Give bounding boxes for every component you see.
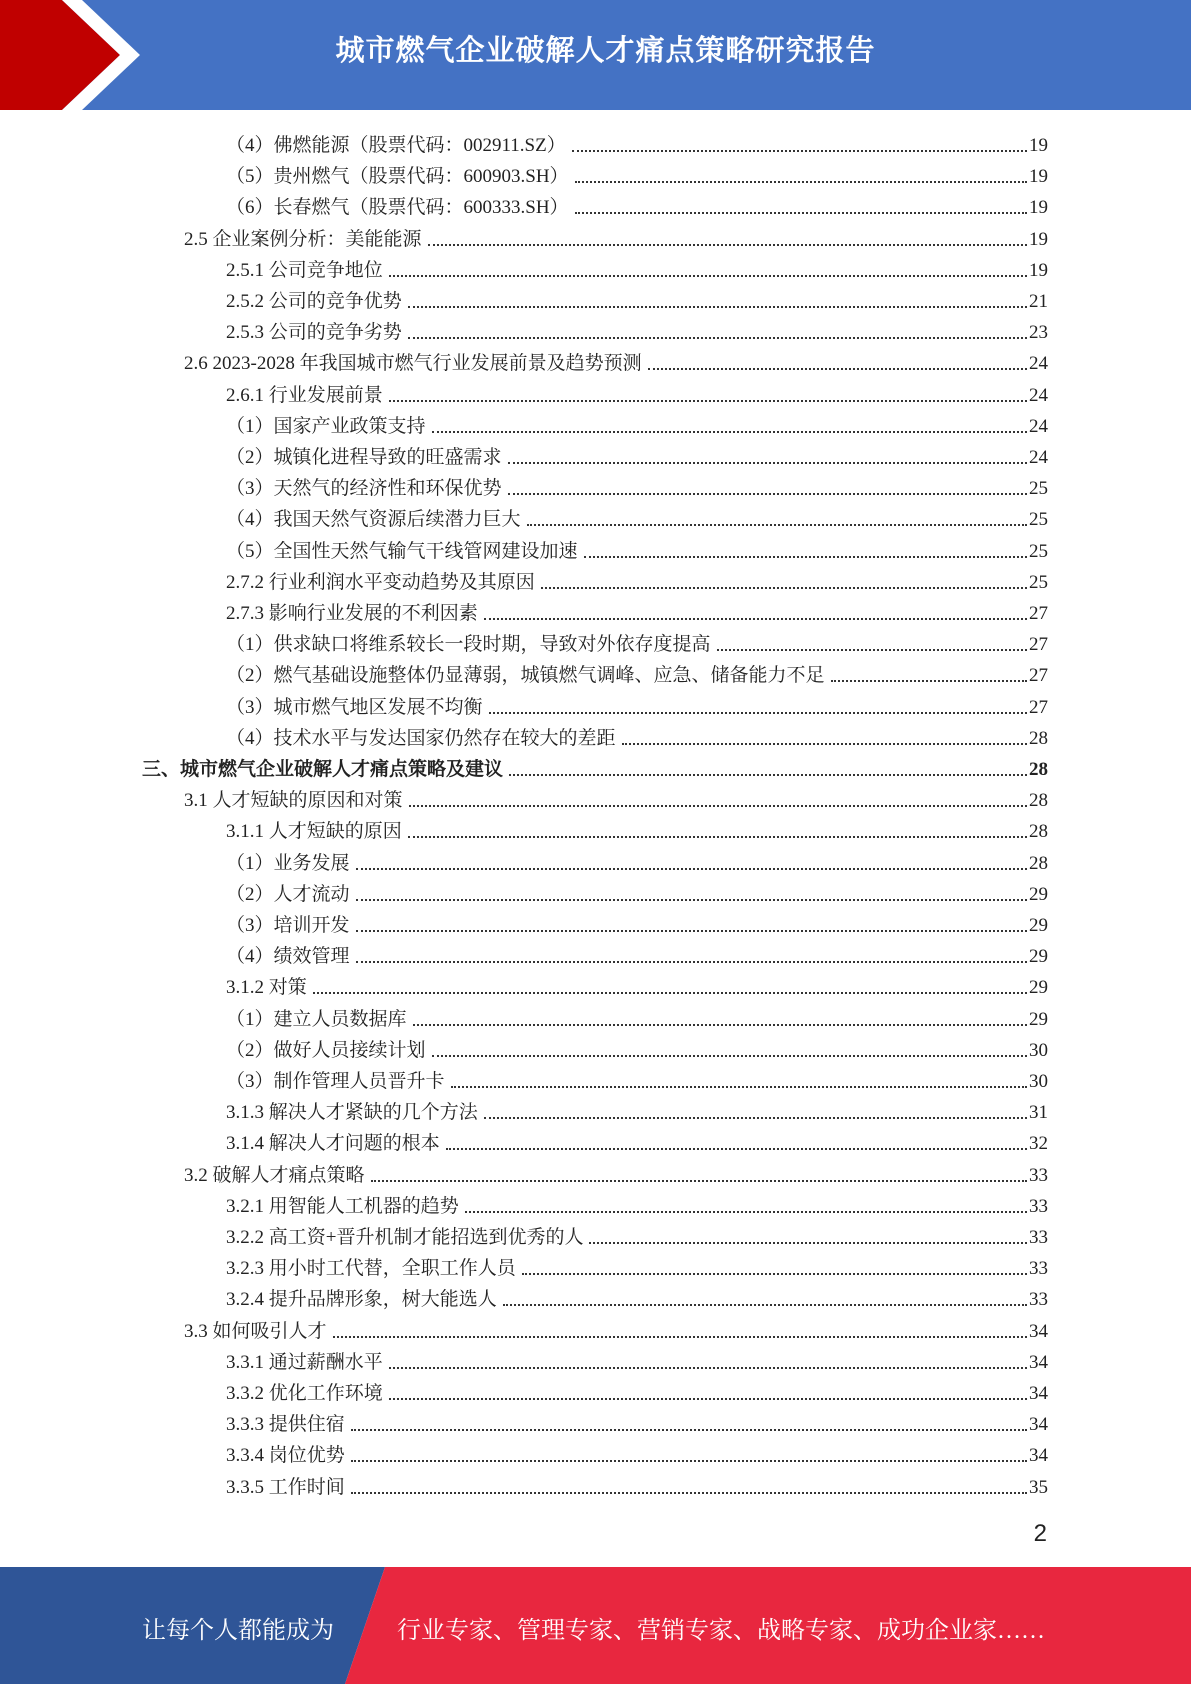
toc-entry[interactable] bbox=[184, 782, 1048, 813]
toc-dot-leader bbox=[351, 1459, 1027, 1462]
toc-entry-page: 34 bbox=[1029, 1320, 1048, 1342]
toc-entry-label: 3.3.1 通过薪酬水平 bbox=[226, 1351, 383, 1373]
toc-entry[interactable] bbox=[226, 1344, 1048, 1375]
toc-entry-page: 19 bbox=[1029, 197, 1048, 219]
toc-entry[interactable] bbox=[226, 720, 1048, 751]
toc-dot-leader bbox=[622, 742, 1027, 745]
toc-entry[interactable] bbox=[184, 1157, 1048, 1188]
toc-entry-label: （3）制作管理人员晋升卡 bbox=[226, 1071, 445, 1092]
toc-entry-page: 29 bbox=[1029, 1008, 1048, 1030]
toc-entry-page: 25 bbox=[1029, 540, 1048, 562]
toc-entry[interactable] bbox=[226, 1406, 1048, 1437]
toc-dot-leader bbox=[541, 586, 1027, 589]
toc-entry-label: （2）人才流动 bbox=[226, 883, 350, 905]
toc-dot-leader bbox=[509, 773, 1027, 776]
toc-entry-label: 3.1.1 人才短缺的原因 bbox=[226, 821, 402, 843]
toc-entry-page: 24 bbox=[1029, 384, 1048, 406]
toc-entry[interactable] bbox=[226, 1219, 1048, 1250]
toc-entry-label: 3.2.3 用小时工代替，全职工作人员 bbox=[226, 1258, 516, 1280]
toc-dot-leader bbox=[648, 367, 1027, 370]
toc-dot-leader bbox=[333, 1335, 1027, 1338]
toc-entry-label: （1）业务发展 bbox=[226, 852, 350, 874]
toc-entry-page: 27 bbox=[1029, 665, 1048, 687]
toc-dot-leader bbox=[356, 960, 1027, 963]
toc-entry-label: 三、城市燃气企业破解人才痛点策略及建议 bbox=[142, 759, 504, 780]
toc-entry-page: 28 bbox=[1029, 727, 1048, 749]
toc-entry-page: 28 bbox=[1029, 759, 1048, 780]
toc-entry-label: （4）佛燃能源（股票代码：002911.SZ） bbox=[226, 135, 566, 156]
toc-dot-leader bbox=[389, 399, 1027, 402]
toc-entry-label: （3）培训开发 bbox=[226, 915, 350, 936]
toc-dot-leader bbox=[409, 804, 1027, 807]
toc-dot-leader bbox=[508, 492, 1027, 495]
toc-entry-page: 19 bbox=[1029, 166, 1048, 188]
toc-dot-leader bbox=[313, 991, 1027, 994]
footer-slogan-left: 让每个人都能成为 bbox=[142, 1618, 334, 1644]
toc-entry-page: 19 bbox=[1029, 228, 1048, 250]
toc-entry[interactable] bbox=[142, 751, 1048, 782]
toc-entry[interactable] bbox=[226, 938, 1048, 969]
toc-dot-leader bbox=[351, 1428, 1027, 1431]
toc-entry[interactable] bbox=[226, 377, 1048, 408]
toc-entry-page: 30 bbox=[1029, 1039, 1048, 1061]
toc-entry-label: 3.3.4 岗位优势 bbox=[226, 1445, 345, 1467]
toc-entry[interactable] bbox=[226, 533, 1048, 564]
toc-entry[interactable] bbox=[226, 283, 1048, 314]
toc-dot-leader bbox=[503, 1303, 1027, 1306]
toc-entry-label: 3.3 如何吸引人才 bbox=[184, 1320, 327, 1342]
toc-entry-page: 19 bbox=[1029, 259, 1048, 281]
toc-entry-page: 34 bbox=[1029, 1351, 1048, 1373]
toc-entry-page: 31 bbox=[1029, 1102, 1048, 1124]
toc-entry-page: 34 bbox=[1029, 1414, 1048, 1436]
toc-entry-page: 29 bbox=[1029, 883, 1048, 905]
toc-entry-page: 27 bbox=[1029, 603, 1048, 624]
toc-entry[interactable] bbox=[226, 1250, 1048, 1281]
toc-entry[interactable] bbox=[226, 189, 1048, 220]
toc-entry-label: 3.3.3 提供住宿 bbox=[226, 1414, 345, 1436]
toc-entry-label: （4）我国天然气资源后续潜力巨大 bbox=[226, 509, 521, 531]
toc-entry-page: 25 bbox=[1029, 509, 1048, 531]
toc-entry[interactable] bbox=[226, 1437, 1048, 1468]
toc-entry-label: 2.5 企业案例分析：美能能源 bbox=[184, 228, 422, 250]
toc-entry[interactable] bbox=[226, 907, 1048, 938]
toc-entry-page: 33 bbox=[1029, 1164, 1048, 1186]
toc-entry-label: （2）燃气基础设施整体仍显薄弱，城镇燃气调峰、应急、储备能力不足 bbox=[226, 665, 825, 687]
toc-entry-page: 21 bbox=[1029, 291, 1048, 312]
toc-entry-label: （2）城镇化进程导致的旺盛需求 bbox=[226, 447, 502, 468]
toc-entry[interactable] bbox=[226, 845, 1048, 876]
toc-dot-leader bbox=[446, 1147, 1027, 1150]
toc-dot-leader bbox=[484, 617, 1027, 620]
toc-dot-leader bbox=[522, 1272, 1027, 1275]
toc-entry-page: 24 bbox=[1029, 415, 1048, 437]
toc-entry-label: 3.2.2 高工资+晋升机制才能招选到优秀的人 bbox=[226, 1227, 584, 1248]
toc-dot-leader bbox=[351, 1491, 1027, 1494]
toc-entry[interactable] bbox=[226, 1188, 1048, 1219]
toc-entry[interactable] bbox=[226, 314, 1048, 345]
toc-entry-label: （1）国家产业政策支持 bbox=[226, 415, 426, 437]
toc-entry[interactable] bbox=[226, 252, 1048, 283]
toc-entry-label: 3.2.1 用智能人工机器的趋势 bbox=[226, 1195, 459, 1217]
toc-entry[interactable] bbox=[226, 1375, 1048, 1406]
toc-entry-page: 34 bbox=[1029, 1445, 1048, 1467]
toc-entry-label: 3.2 破解人才痛点策略 bbox=[184, 1164, 365, 1186]
toc-entry[interactable] bbox=[226, 876, 1048, 907]
toc-dot-leader bbox=[428, 243, 1027, 246]
toc-entry-label: （1）供求缺口将维系较长一段时期，导致对外依存度提高 bbox=[226, 634, 711, 656]
toc-dot-leader bbox=[408, 336, 1027, 339]
footer-banner bbox=[0, 1567, 1191, 1684]
toc-dot-leader bbox=[584, 555, 1027, 558]
toc-entry-page: 29 bbox=[1029, 915, 1048, 936]
toc-entry-page: 33 bbox=[1029, 1227, 1048, 1248]
toc-entry-label: 3.1.3 解决人才紧缺的几个方法 bbox=[226, 1102, 478, 1124]
toc-entry-label: （4）技术水平与发达国家仍然存在较大的差距 bbox=[226, 727, 616, 749]
toc-entry[interactable] bbox=[226, 1001, 1048, 1032]
toc-entry-label: 3.3.2 优化工作环境 bbox=[226, 1383, 383, 1404]
toc-entry-page: 30 bbox=[1029, 1071, 1048, 1092]
toc-dot-leader bbox=[408, 305, 1027, 308]
toc-dot-leader bbox=[527, 523, 1027, 526]
toc-entry-label: （5）全国性天然气输气干线管网建设加速 bbox=[226, 540, 578, 562]
toc-entry-page: 28 bbox=[1029, 821, 1048, 843]
toc-entry-page: 19 bbox=[1029, 135, 1048, 156]
toc-entry-label: （5）贵州燃气（股票代码：600903.SH） bbox=[226, 166, 569, 188]
toc-entry[interactable] bbox=[226, 657, 1048, 688]
toc-entry-page: 35 bbox=[1029, 1476, 1048, 1498]
toc-entry-label: （4）绩效管理 bbox=[226, 946, 350, 968]
toc-dot-leader bbox=[489, 711, 1027, 714]
toc-entry-page: 29 bbox=[1029, 946, 1048, 968]
toc-dot-leader bbox=[508, 461, 1027, 464]
toc-entry-label: 2.5.3 公司的竞争劣势 bbox=[226, 322, 402, 344]
toc-entry[interactable] bbox=[226, 595, 1048, 626]
toc-entry-label: 3.3.5 工作时间 bbox=[226, 1476, 345, 1498]
footer-slogan-right: 行业专家、管理专家、营销专家、战略专家、成功企业家…… bbox=[397, 1618, 1045, 1644]
toc-entry-label: 2.7.3 影响行业发展的不利因素 bbox=[226, 603, 478, 624]
toc-dot-leader bbox=[413, 1023, 1027, 1026]
toc-entry-label: 2.5.1 公司竞争地位 bbox=[226, 259, 383, 281]
toc-dot-leader bbox=[408, 835, 1027, 838]
toc-entry[interactable] bbox=[226, 470, 1048, 501]
toc-dot-leader bbox=[356, 867, 1027, 870]
toc-dot-leader bbox=[356, 929, 1027, 932]
toc-dot-leader bbox=[589, 1241, 1027, 1244]
toc-entry[interactable] bbox=[226, 1125, 1048, 1156]
toc-dot-leader bbox=[371, 1179, 1027, 1182]
toc-dot-leader bbox=[389, 274, 1027, 277]
toc-entry-label: 3.2.4 提升品牌形象，树大能选人 bbox=[226, 1289, 497, 1311]
toc-dot-leader bbox=[831, 679, 1027, 682]
toc-entry-label: 3.1.2 对策 bbox=[226, 977, 307, 999]
toc-entry-label: 2.7.2 行业利润水平变动趋势及其原因 bbox=[226, 571, 535, 593]
toc-entry-label: （3）天然气的经济性和环保优势 bbox=[226, 478, 502, 500]
toc-dot-leader bbox=[465, 1210, 1027, 1213]
toc-entry-page: 29 bbox=[1029, 977, 1048, 999]
toc-dot-leader bbox=[484, 1116, 1027, 1119]
toc-dot-leader bbox=[572, 149, 1027, 152]
toc-entry-page: 25 bbox=[1029, 478, 1048, 500]
toc-entry[interactable] bbox=[226, 408, 1048, 439]
toc-dot-leader bbox=[432, 1054, 1027, 1057]
toc-entry-label: 2.5.2 公司的竞争优势 bbox=[226, 291, 402, 312]
toc-entry-page: 24 bbox=[1029, 447, 1048, 468]
toc-entry-page: 33 bbox=[1029, 1258, 1048, 1280]
toc-entry-page: 25 bbox=[1029, 571, 1048, 593]
toc-entry[interactable] bbox=[226, 689, 1048, 720]
toc-dot-leader bbox=[389, 1397, 1027, 1400]
toc-entry-label: 2.6 2023-2028 年我国城市燃气行业发展前景及趋势预测 bbox=[184, 353, 642, 375]
toc-entry[interactable] bbox=[226, 1032, 1048, 1063]
page-number: 2 bbox=[1033, 1520, 1047, 1547]
toc-entry-label: （1）建立人员数据库 bbox=[226, 1008, 407, 1030]
toc-entry[interactable] bbox=[226, 1063, 1048, 1094]
toc-entry-label: （2）做好人员接续计划 bbox=[226, 1039, 426, 1061]
toc-entry-label: 3.1 人才短缺的原因和对策 bbox=[184, 790, 403, 812]
toc-entry[interactable] bbox=[226, 626, 1048, 657]
toc-entry-page: 27 bbox=[1029, 634, 1048, 656]
toc-entry-page: 34 bbox=[1029, 1383, 1048, 1404]
toc-entry[interactable] bbox=[226, 439, 1048, 470]
toc-entry-page: 24 bbox=[1029, 353, 1048, 375]
toc-entry[interactable] bbox=[184, 221, 1048, 252]
toc-dot-leader bbox=[451, 1085, 1027, 1088]
toc-entry[interactable] bbox=[226, 813, 1048, 844]
report-header bbox=[0, 0, 1191, 110]
toc-dot-leader bbox=[356, 898, 1027, 901]
toc-entry[interactable] bbox=[226, 564, 1048, 595]
toc-dot-leader bbox=[389, 1366, 1027, 1369]
toc-entry-page: 27 bbox=[1029, 696, 1048, 718]
toc-entry[interactable] bbox=[226, 1469, 1048, 1500]
toc-entry[interactable] bbox=[184, 1313, 1048, 1344]
toc-entry-page: 23 bbox=[1029, 322, 1048, 344]
toc-entry-label: （6）长春燃气（股票代码：600333.SH） bbox=[226, 197, 569, 219]
report-title: 城市燃气企业破解人才痛点策略研究报告 bbox=[335, 35, 876, 67]
toc-entry[interactable] bbox=[226, 1094, 1048, 1125]
toc-entry[interactable] bbox=[226, 969, 1048, 1000]
toc-entry-label: 3.1.4 解决人才问题的根本 bbox=[226, 1133, 440, 1155]
toc-dot-leader bbox=[575, 180, 1027, 183]
toc-entry-label: 2.6.1 行业发展前景 bbox=[226, 384, 383, 406]
toc-entry-page: 33 bbox=[1029, 1195, 1048, 1217]
toc-entry[interactable] bbox=[226, 158, 1048, 189]
toc-entry[interactable] bbox=[184, 345, 1048, 376]
toc-entry-page: 33 bbox=[1029, 1289, 1048, 1311]
toc-entry[interactable] bbox=[226, 127, 1048, 158]
toc-dot-leader bbox=[717, 648, 1027, 651]
toc-entry-page: 32 bbox=[1029, 1133, 1048, 1155]
toc-entry[interactable] bbox=[226, 1281, 1048, 1312]
toc-entry[interactable] bbox=[226, 501, 1048, 532]
toc-entry-label: （3）城市燃气地区发展不均衡 bbox=[226, 696, 483, 718]
toc-dot-leader bbox=[432, 430, 1027, 433]
toc-dot-leader bbox=[575, 211, 1027, 214]
toc-entry-page: 28 bbox=[1029, 852, 1048, 874]
toc-entry-page: 28 bbox=[1029, 790, 1048, 812]
